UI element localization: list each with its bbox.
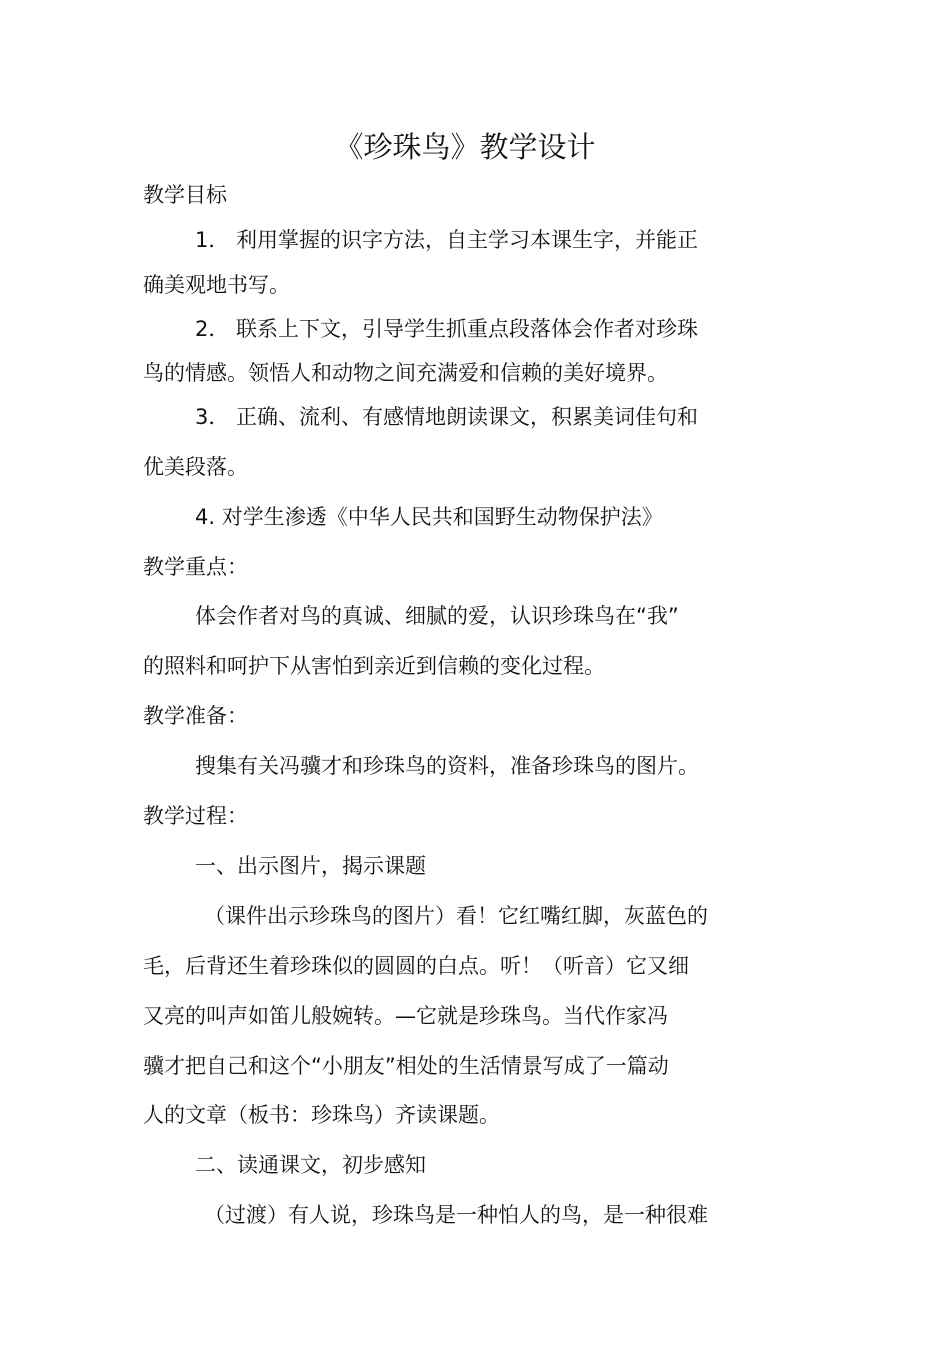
objective-3-line-1: 3． 正确、流利、有感情地朗读课文，积累美词佳句和 [195, 405, 699, 429]
document-title: 《珍珠鸟》教学设计 [334, 130, 596, 164]
section-heading-process: 教学过程： [143, 804, 248, 828]
objective-4: 4. 对学生渗透《中华人民共和国野生动物保护法》 [195, 505, 663, 529]
process-step-1-line-2: 毛，后背还生着珍珠似的圆圆的白点。听！（听音）它又细 [143, 954, 689, 978]
process-step-1-line-3: 又亮的叫声如笛儿般婉转。—它就是珍珠鸟。当代作家冯 [143, 1004, 668, 1028]
process-step-2-heading: 二、读通课文，初步感知 [195, 1153, 426, 1177]
key-points-line-1: 体会作者对鸟的真诚、细腻的爱，认识珍珠鸟在“我” [195, 604, 679, 628]
section-heading-preparation: 教学准备： [143, 704, 248, 728]
process-step-1-line-4: 骥才把自己和这个“小朋友”相处的生活情景写成了一篇动 [143, 1054, 669, 1078]
objective-3-line-2: 优美段落。 [143, 455, 248, 479]
process-step-1-line-5: 人的文章（板书：珍珠鸟）齐读课题。 [143, 1103, 500, 1127]
objective-1-line-1: 1． 利用掌握的识字方法，自主学习本课生字，并能正 [195, 228, 699, 252]
process-step-1-heading: 一、出示图片，揭示课题 [195, 854, 426, 878]
objective-2-line-2: 鸟的情感。领悟人和动物之间充满爱和信赖的美好境界。 [143, 361, 668, 385]
section-heading-key-points: 教学重点： [143, 555, 248, 579]
process-step-1-line-1: （课件出示珍珠鸟的图片）看！它红嘴红脚，灰蓝色的 [204, 904, 708, 928]
preparation-text: 搜集有关冯骥才和珍珠鸟的资料，准备珍珠鸟的图片。 [195, 754, 699, 778]
objective-1-line-2: 确美观地书写。 [143, 273, 290, 297]
objective-2-line-1: 2． 联系上下文，引导学生抓重点段落体会作者对珍珠 [195, 317, 699, 341]
process-step-2-line-1: （过渡）有人说，珍珠鸟是一种怕人的鸟，是一种很难 [204, 1203, 708, 1227]
section-heading-objectives: 教学目标 [143, 183, 227, 207]
key-points-line-2: 的照料和呵护下从害怕到亲近到信赖的变化过程。 [143, 654, 605, 678]
